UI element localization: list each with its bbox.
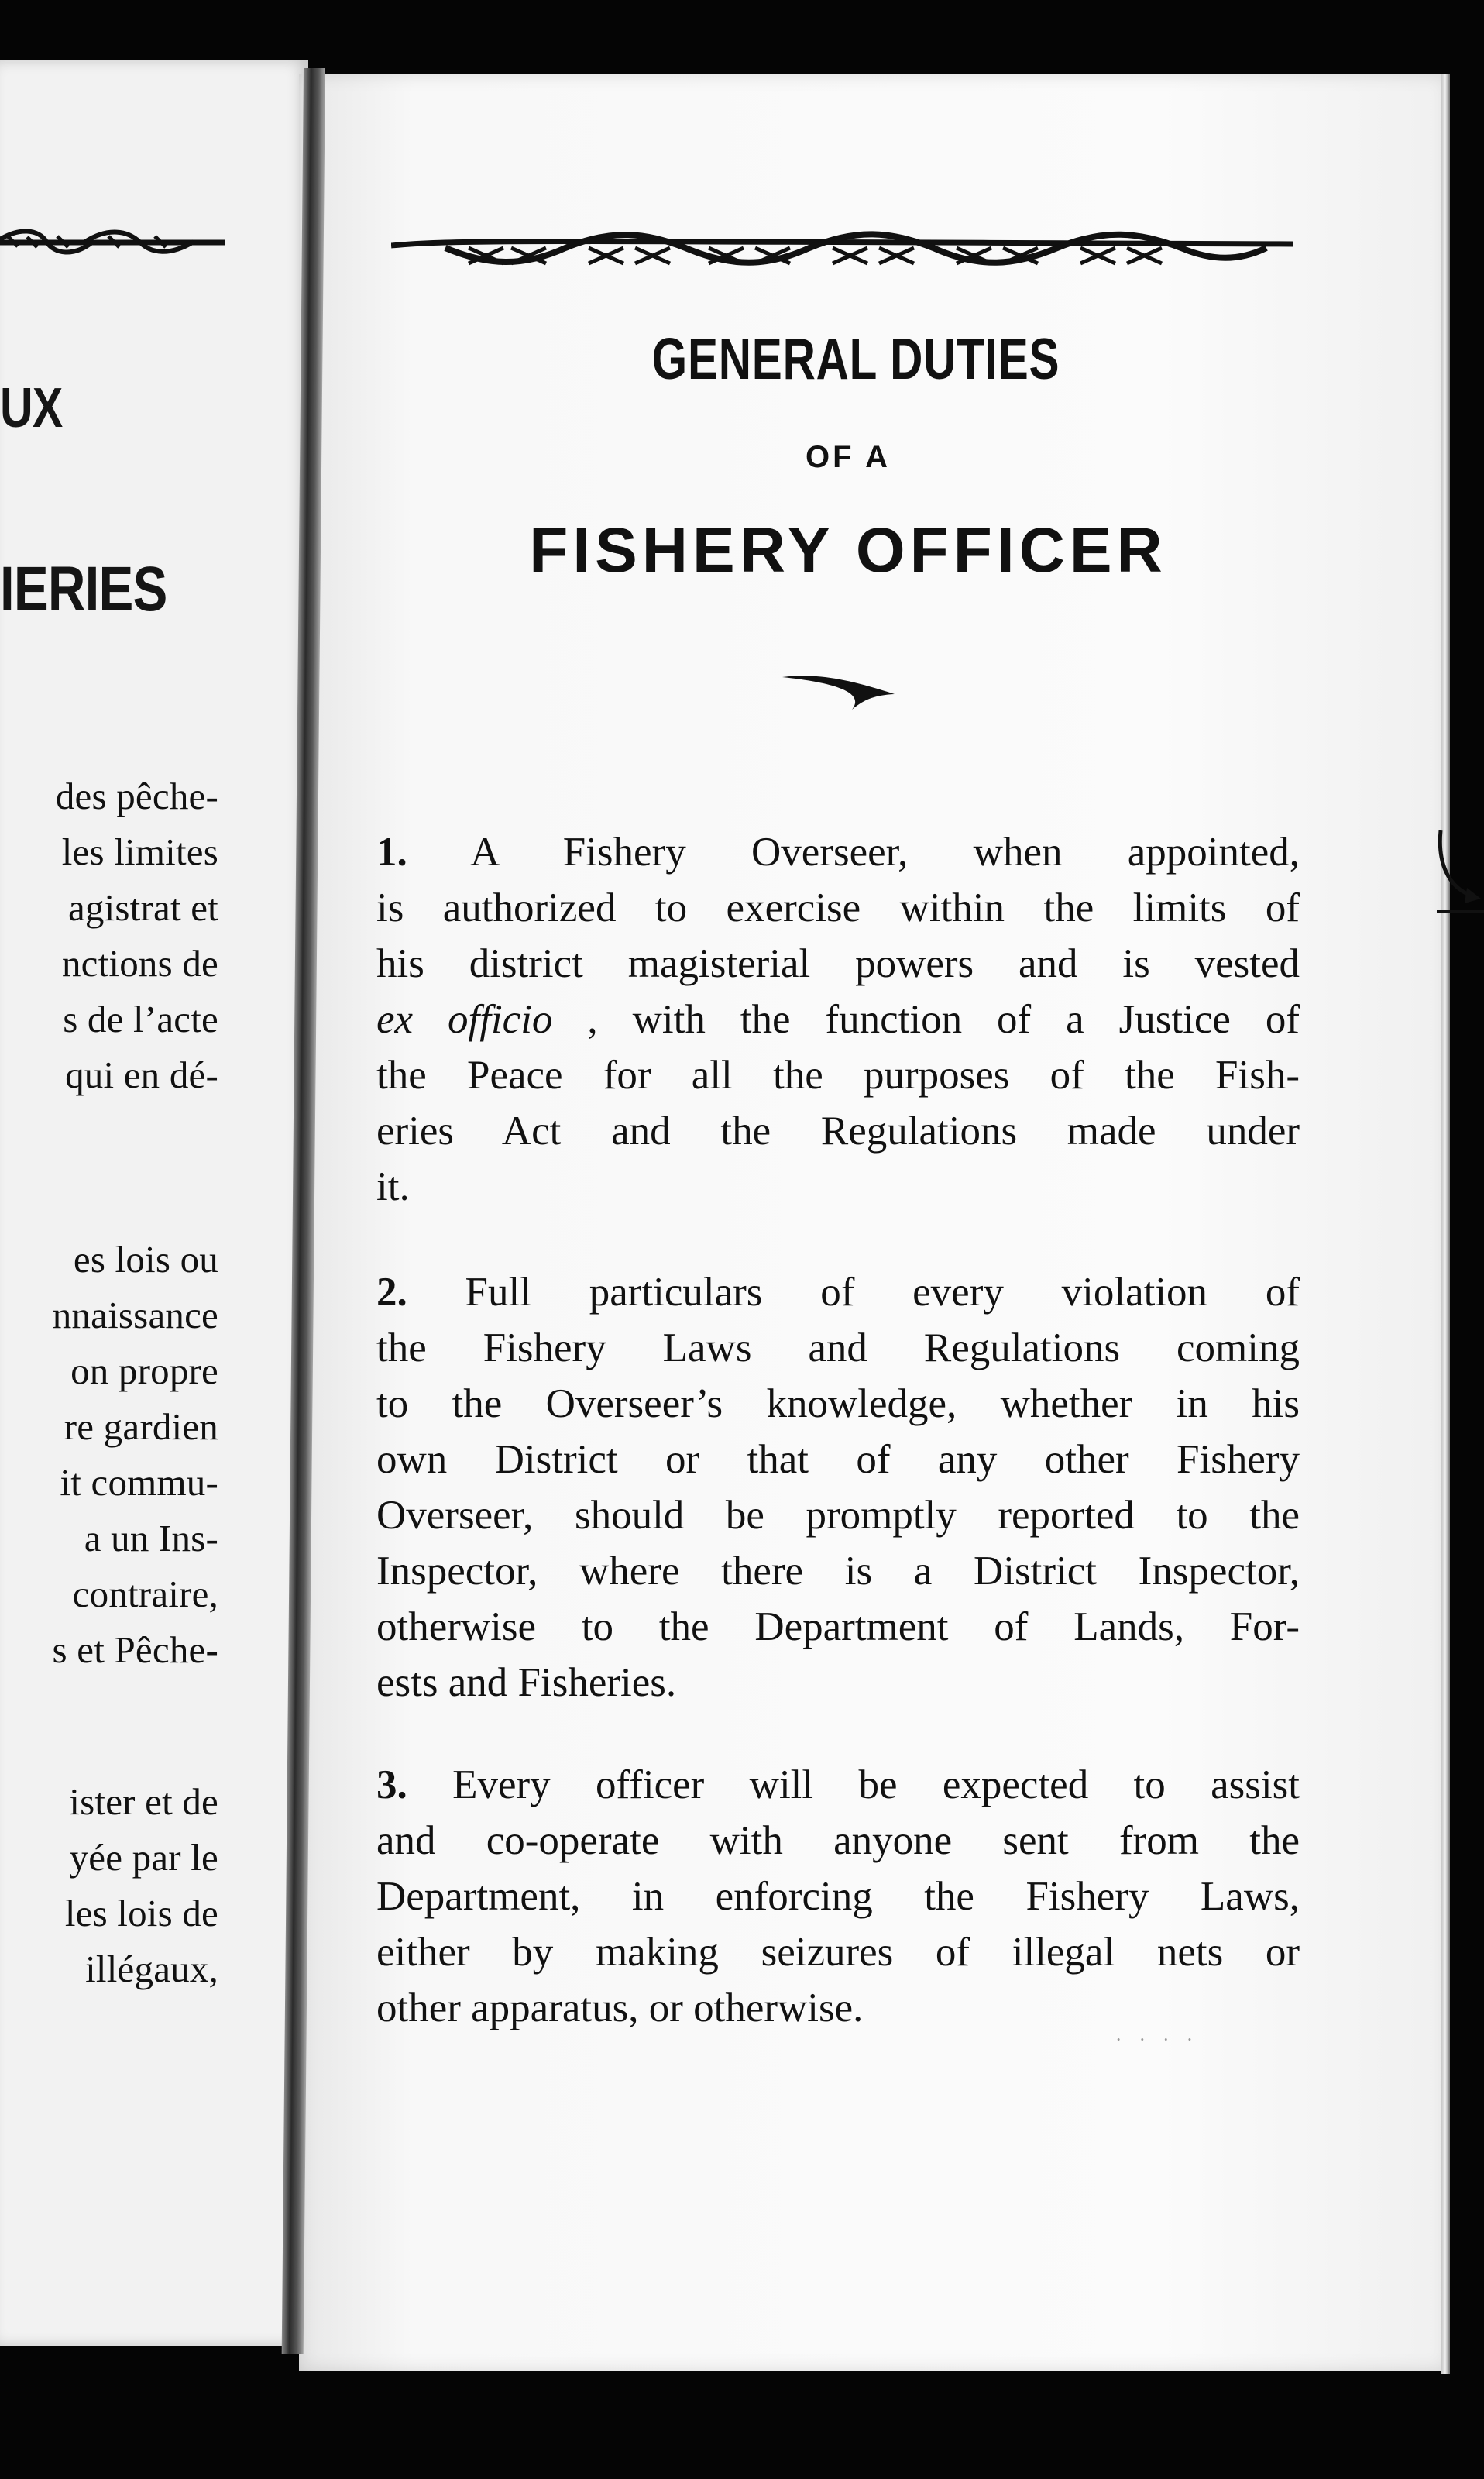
article-line: eries Act and the Regulations made under	[376, 1109, 1300, 1154]
left-heading-fragment-ieries: IERIES	[0, 554, 167, 624]
left-text-line: es lois ou	[73, 1238, 218, 1281]
left-text-line: des pêche-	[55, 775, 218, 817]
left-text-line: contraire,	[72, 1573, 218, 1615]
top-decorative-rule	[391, 229, 1293, 284]
article-text: , with the function of a Justice of	[552, 997, 1300, 1042]
left-text-line: nnaissance	[52, 1294, 218, 1336]
article-line: other apparatus, or otherwise.	[376, 1986, 864, 2030]
article-line	[376, 992, 1300, 1047]
title-flourish	[782, 665, 906, 711]
left-text-line: re gardien	[64, 1405, 218, 1448]
article-2	[376, 1264, 1300, 1711]
left-text-line: nctions de	[61, 942, 218, 985]
article-line: to the Overseer’s knowledge, whether in his	[376, 1381, 1300, 1426]
article-number: 2.	[376, 1270, 407, 1315]
article-line: it.	[376, 1164, 410, 1209]
article-line: the Fishery Laws and Regulations coming	[376, 1325, 1300, 1370]
article-text: A Fishery Overseer, when appointed,	[470, 830, 1300, 875]
left-text-line: s et Pêche-	[52, 1628, 218, 1671]
article-1	[376, 824, 1300, 1215]
left-text-line: on propre	[70, 1350, 218, 1392]
right-page-edge	[1441, 74, 1450, 2374]
article-line: either by making seizures of illegal nets or	[376, 1930, 1300, 1975]
left-decorative-rule	[0, 223, 232, 262]
article-line	[376, 824, 1300, 880]
left-text-line: les limites	[61, 830, 218, 873]
left-page	[0, 60, 308, 2346]
left-text-line: qui en dé-	[65, 1054, 218, 1096]
left-text-line: it commu-	[60, 1461, 218, 1504]
article-text: Full particulars of every violation of	[465, 1270, 1300, 1315]
left-text-line: yée par le	[69, 1836, 218, 1879]
page-speck: · · · ·	[1115, 2030, 1200, 2051]
left-heading-fragment-ux: UX	[0, 377, 63, 439]
article-line: the Peace for all the purposes of the Fish-	[376, 1053, 1300, 1098]
italic-phrase: ex officio	[376, 997, 553, 1042]
left-text-line: illégaux,	[85, 1948, 218, 1990]
article-number: 3.	[376, 1762, 407, 1807]
article-line	[376, 1757, 1300, 1813]
article-line: his district magisterial powers and is vested	[376, 941, 1300, 986]
article-line: otherwise to the Department of Lands, For-	[376, 1604, 1300, 1649]
margin-mark-icon	[1436, 827, 1484, 913]
article-line: ests and Fisheries.	[376, 1660, 677, 1705]
article-line	[376, 1264, 1300, 1320]
article-line: is authorized to exercise within the limits of	[376, 885, 1300, 930]
article-line: own District or that of any other Fishery	[376, 1437, 1300, 1482]
left-paragraph-2	[0, 1232, 218, 1678]
article-line: and co-operate with anyone sent from the	[376, 1818, 1300, 1863]
left-text-line: a un Ins-	[84, 1517, 218, 1559]
left-text-line: s de l’acte	[63, 998, 218, 1040]
document-title-of-a: OF A	[805, 440, 891, 474]
article-3	[376, 1757, 1300, 2036]
left-paragraph-3	[0, 1774, 218, 1997]
left-text-line: agistrat et	[67, 886, 218, 929]
document-title-general-duties: GENERAL DUTIES	[651, 326, 1060, 391]
article-line: Inspector, where there is a District Inspector,	[376, 1549, 1300, 1594]
article-line: Department, in enforcing the Fishery Laws,	[376, 1874, 1300, 1919]
article-number: 1.	[376, 830, 407, 875]
article-text: Every officer will be expected to assist	[452, 1762, 1300, 1807]
left-text-line: ister et de	[69, 1780, 218, 1823]
left-paragraph-1	[0, 768, 218, 1103]
left-text-line: les lois de	[64, 1892, 218, 1934]
article-line: Overseer, should be promptly reported to the	[376, 1493, 1300, 1538]
document-title-fishery-officer: FISHERY OFFICER	[529, 515, 1167, 586]
